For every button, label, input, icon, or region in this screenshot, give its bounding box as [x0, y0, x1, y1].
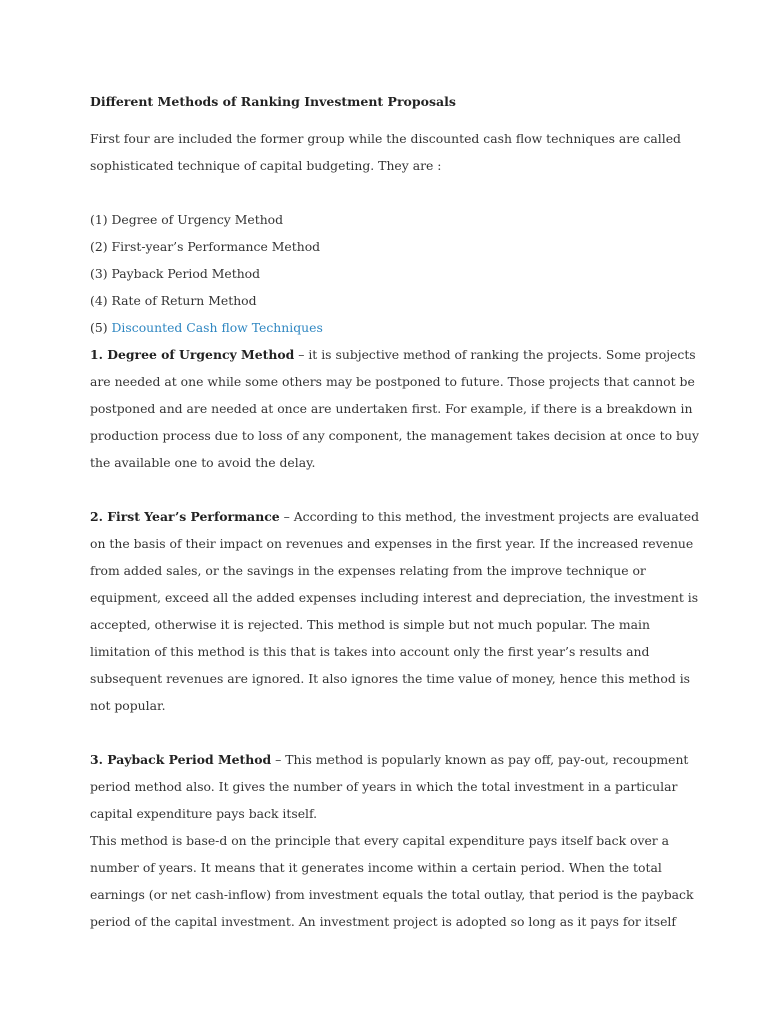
discounted-cash-flow-link[interactable]: Discounted Cash flow Techniques [111, 320, 323, 335]
section-heading: 1. Degree of Urgency Method [90, 347, 295, 362]
section-line: from added sales, or the savings in the expenses relating from the improve technique or [90, 563, 646, 578]
list-item-rate-of-return [90, 287, 690, 314]
section-first-line [90, 503, 699, 530]
list-item-text: Payback Period Method [111, 266, 261, 281]
section-line: postponed and are needed at once are undertaken first. For example, if there is a breakdown in [90, 401, 693, 416]
section-degree-of-urgency [90, 341, 699, 476]
section-line: not popular. [90, 698, 166, 713]
list-item-payback-period [90, 260, 690, 287]
methods-list [90, 206, 690, 341]
intro-line: sophisticated technique of capital budgeting. They are : [90, 158, 442, 173]
list-item-number: (4) [90, 293, 112, 308]
list-item-degree-of-urgency [90, 206, 690, 233]
section-line: earnings (or net cash-inflow) from investment equals the total outlay, that period is the payback [90, 887, 694, 902]
section-line: accepted, otherwise it is rejected. This method is simple but not much popular. The main [90, 617, 650, 632]
intro-line: First four are included the former group while the discounted cash flow techniques are called [90, 131, 681, 146]
document-title: Different Methods of Ranking Investment Proposals [90, 94, 456, 109]
section-first-year-performance [90, 503, 699, 719]
section-line: equipment, exceed all the added expenses including interest and depreciation, the investment is [90, 590, 699, 605]
section-line: capital expenditure pays back itself. [90, 806, 318, 821]
section-first-line [90, 341, 696, 368]
spacer [90, 719, 690, 746]
list-item-number: (3) [90, 266, 112, 281]
section-line: on the basis of their impact on revenues and expenses in the first year. If the increased revenue [90, 536, 694, 551]
section-line: production process due to loss of any component, the management takes decision at once to buy [90, 428, 699, 443]
section-line: limitation of this method is this that is takes into account only the first year’s results and [90, 644, 650, 659]
section-line: number of years. It means that it generates income within a certain period. When the total [90, 860, 662, 875]
section-text: – According to this method, the investment projects are evaluated [279, 509, 699, 524]
section-heading: 3. Payback Period Method [90, 752, 272, 767]
section-line: are needed at one while some others may be postponed to future. Those projects that cannot be [90, 374, 695, 389]
section-line: period method also. It gives the number of years in which the total investment in a particular [90, 779, 678, 794]
list-item-number: (5) [90, 320, 112, 335]
section-payback-period [90, 746, 694, 935]
spacer [90, 476, 690, 503]
document-page [90, 92, 699, 935]
list-item-number: (1) [90, 212, 112, 227]
spacer [90, 179, 690, 206]
list-item-text: First-year’s Performance Method [111, 239, 321, 254]
section-heading: 2. First Year’s Performance [90, 509, 280, 524]
list-item-discounted-cash-flow [90, 314, 690, 341]
section-line: subsequent revenues are ignored. It also ignores the time value of money, hence this method is [90, 671, 691, 686]
list-item-text: Degree of Urgency Method [111, 212, 284, 227]
section-line: the available one to avoid the delay. [90, 455, 316, 470]
list-item-number: (2) [90, 239, 112, 254]
section-text: – it is subjective method of ranking the projects. Some projects [294, 347, 696, 362]
list-item-text: Rate of Return Method [111, 293, 257, 308]
section-first-line [90, 746, 690, 773]
section-text: – This method is popularly known as pay off, pay-out, recoupment [271, 752, 689, 767]
intro-paragraph [90, 125, 690, 179]
section-line: period of the capital investment. An investment project is adopted so long as it pays for itself [90, 914, 676, 929]
list-item-first-year-performance [90, 233, 690, 260]
section-line: This method is base-d on the principle that every capital expenditure pays itself back over a [90, 833, 670, 848]
